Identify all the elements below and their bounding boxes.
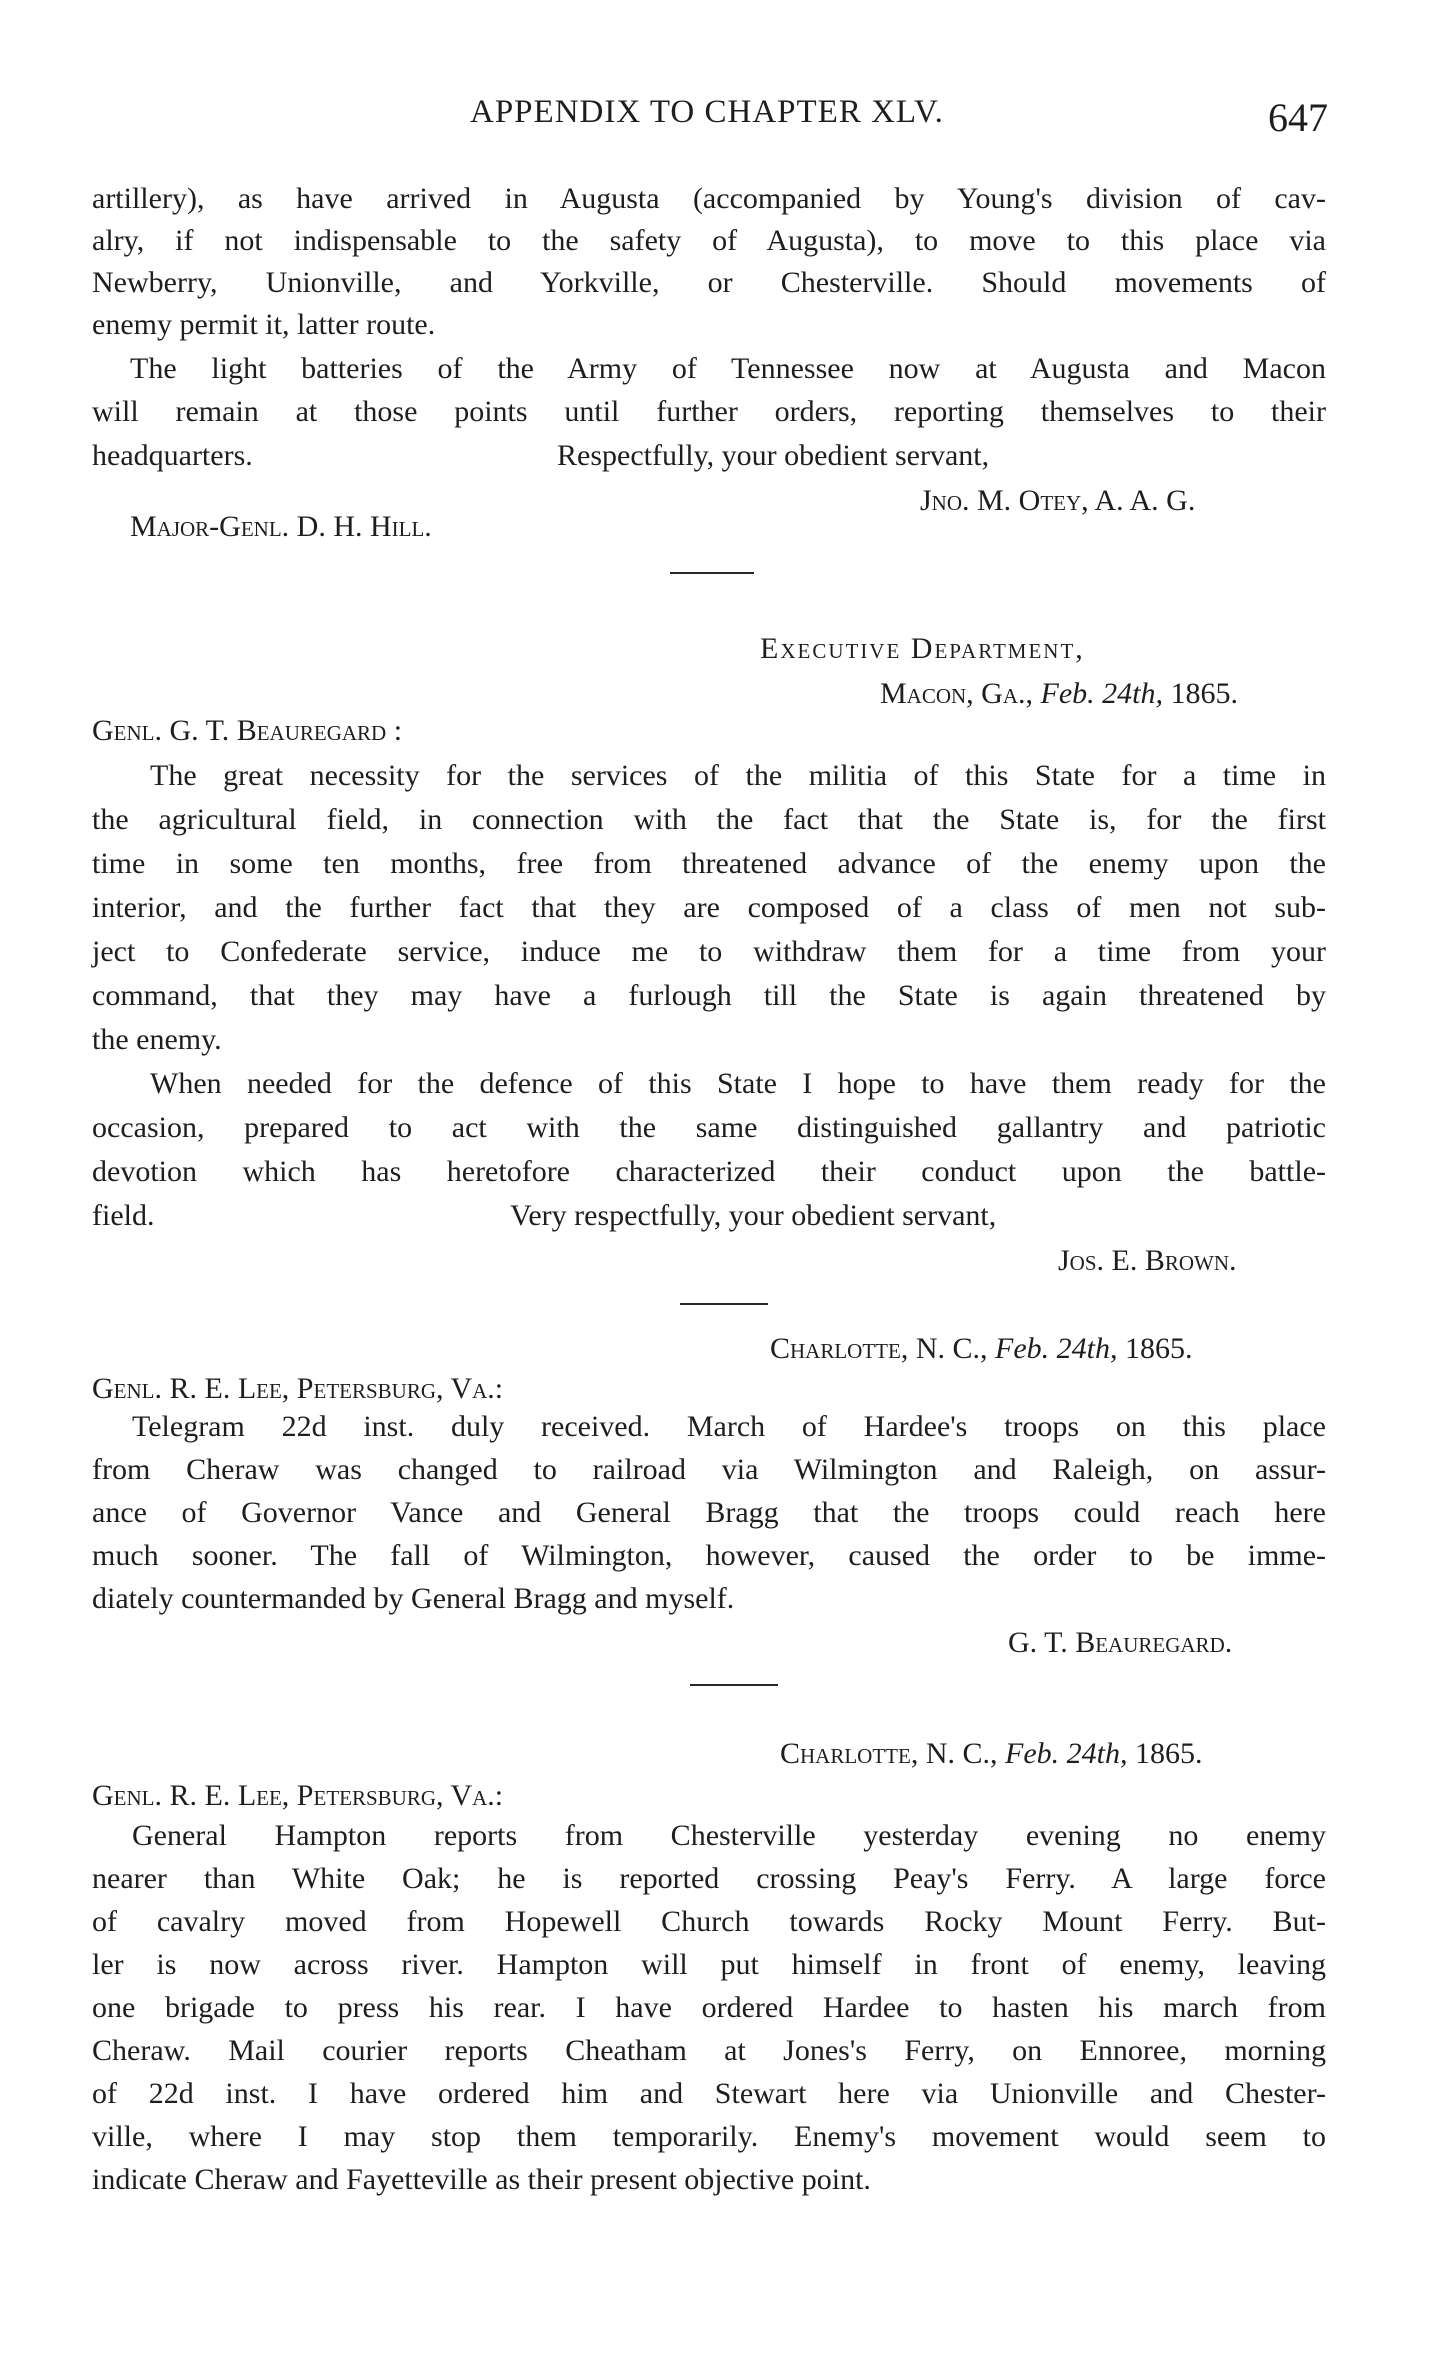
letter-dateline — [770, 1330, 1192, 1368]
body-line: interior, and the further fact that they are composed of a class of men not sub- — [92, 891, 1326, 924]
dateline-year: 1865. — [1124, 1332, 1193, 1365]
body-line: artillery), as have arrived in Augusta (accompanied by Young's division of cav- — [92, 182, 1326, 215]
body-line: much sooner. The fall of Wilmington, however, caused the order to be imme- — [92, 1539, 1326, 1572]
body-line: the enemy. — [92, 1023, 222, 1056]
dateline-place: Charlotte, N. C., — [780, 1737, 998, 1770]
body-line: When needed for the defence of this State I hope to have them ready for the — [150, 1067, 1326, 1100]
closing-left: field. — [92, 1199, 155, 1232]
body-line: diately countermanded by General Bragg and myself. — [92, 1582, 735, 1615]
letter-dateline — [880, 675, 1238, 713]
body-line: Newberry, Unionville, and Yorkville, or Chesterville. Should movements of — [92, 266, 1326, 299]
dateline-place: Macon, Ga., — [880, 677, 1034, 710]
closing-phrase: Respectfully, your obedient servant, — [557, 439, 990, 472]
body-line: indicate Cheraw and Fayetteville as their present objective point. — [92, 2163, 871, 2196]
dateline-date: Feb. 24th, — [995, 1332, 1118, 1365]
running-header — [0, 88, 1453, 148]
section-divider — [670, 572, 754, 574]
closing-left: headquarters. — [92, 439, 253, 472]
dateline-year: 1865. — [1134, 1737, 1203, 1770]
body-line: ance of Governor Vance and General Bragg that the troops could reach here — [92, 1496, 1326, 1529]
body-line: ville, where I may stop them temporarily. Enemy's movement would seem to — [92, 2120, 1326, 2153]
body-line: from Cheraw was changed to railroad via Wilmington and Raleigh, on assur- — [92, 1453, 1326, 1486]
body-line: of cavalry moved from Hopewell Church towards Rocky Mount Ferry. But- — [92, 1905, 1326, 1938]
addressee: Major-Genl. D. H. Hill. — [130, 510, 432, 543]
body-line: ler is now across river. Hampton will put himself in front of enemy, leaving — [92, 1948, 1326, 1981]
letter-dateline — [780, 1735, 1202, 1773]
closing-phrase: Very respectfully, your obedient servant, — [510, 1199, 997, 1232]
body-line: General Hampton reports from Chesterville yesterday evening no enemy — [132, 1819, 1326, 1852]
dateline-date: Feb. 24th, — [1040, 677, 1163, 710]
body-line: The light batteries of the Army of Tennessee now at Augusta and Macon — [130, 352, 1326, 385]
body-line: ject to Confederate service, induce me to withdraw them for a time from your — [92, 935, 1326, 968]
body-line: nearer than White Oak; he is reported crossing Peay's Ferry. A large force — [92, 1862, 1326, 1895]
dateline-year: 1865. — [1170, 677, 1238, 710]
signature: G. T. Beauregard. — [1008, 1626, 1233, 1659]
section-divider — [680, 1303, 768, 1305]
salutation: Genl. G. T. Beauregard : — [92, 714, 403, 747]
body-line: Cheraw. Mail courier reports Cheatham at Jones's Ferry, on Ennoree, morning — [92, 2034, 1326, 2067]
body-line: one brigade to press his rear. I have ordered Hardee to hasten his march from — [92, 1991, 1326, 2024]
body-line: command, that they may have a furlough till the State is again threatened by — [92, 979, 1326, 1012]
salutation: Genl. R. E. Lee, Petersburg, Va.: — [92, 1779, 504, 1812]
chapter-title: APPENDIX TO CHAPTER XLV. — [470, 94, 944, 130]
body-line: alry, if not indispensable to the safety of Augusta), to move to this place via — [92, 224, 1326, 257]
section-divider — [690, 1684, 778, 1686]
letter-heading: Executive Department, — [760, 632, 1085, 665]
body-line: the agricultural field, in connection with the fact that the State is, for the first — [92, 803, 1326, 836]
body-line: devotion which has heretofore characterized their conduct upon the battle- — [92, 1155, 1326, 1188]
signature: Jos. E. Brown. — [1058, 1244, 1237, 1277]
dateline-place: Charlotte, N. C., — [770, 1332, 988, 1365]
signature: Jno. M. Otey, A. A. G. — [920, 484, 1196, 517]
body-line: occasion, prepared to act with the same distinguished gallantry and patriotic — [92, 1111, 1326, 1144]
page-number: 647 — [1268, 95, 1328, 140]
body-line: will remain at those points until further orders, reporting themselves to their — [92, 395, 1326, 428]
salutation: Genl. R. E. Lee, Petersburg, Va.: — [92, 1372, 504, 1405]
body-line: of 22d inst. I have ordered him and Stewart here via Unionville and Chester- — [92, 2077, 1326, 2110]
body-line: enemy permit it, latter route. — [92, 308, 436, 341]
body-line: time in some ten months, free from threatened advance of the enemy upon the — [92, 847, 1326, 880]
body-line: The great necessity for the services of the militia of this State for a time in — [150, 759, 1326, 792]
body-line: Telegram 22d inst. duly received. March of Hardee's troops on this place — [132, 1410, 1326, 1443]
dateline-date: Feb. 24th, — [1005, 1737, 1128, 1770]
